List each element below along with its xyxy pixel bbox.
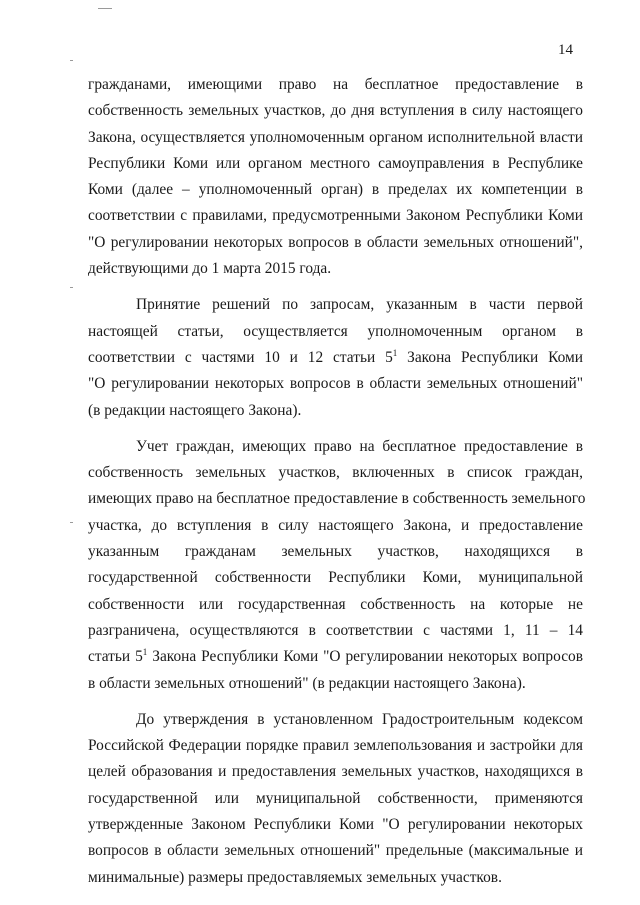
text-line: указанным гражданам земельных участков, находящихся в xyxy=(88,543,583,561)
text-line: собственность земельных участков, включенных в список граждан, xyxy=(88,464,583,482)
page-number: 14 xyxy=(558,42,573,58)
text-line: в области земельных отношений" (в редакции настоящего Закона). xyxy=(88,674,526,692)
text-line: Закона, осуществляется уполномоченным органом исполнительной власти xyxy=(88,128,583,146)
text-line: целей образования и предоставления земельных участков, находящихся в xyxy=(88,763,583,781)
text-line: утвержденные Законом Республики Коми "О регулировании некоторых xyxy=(88,816,583,834)
text-line: "О регулировании некоторых вопросов в области земельных отношений", xyxy=(88,233,583,251)
text-line: Принятие решений по запросам, указанным в части первой xyxy=(136,296,583,314)
text-line: настоящей статьи, осуществляется уполномоченным органом в xyxy=(88,322,583,340)
text-line: Российской Федерации порядке правил землепользования и застройки для xyxy=(88,737,583,755)
line-end: Закона Республики Коми "О регулировании некоторых вопросов xyxy=(147,648,583,666)
text-line-with-superscript xyxy=(88,644,583,670)
document-body xyxy=(88,72,586,891)
scan-mark-left-1 xyxy=(70,60,73,61)
text-line: гражданами, имеющими право на бесплатное предоставление в xyxy=(88,76,583,93)
text-line: Коми (далее – уполномоченный орган) в пределах их компетенции в xyxy=(88,181,583,199)
superscript: 1 xyxy=(392,347,398,358)
superscript: 1 xyxy=(142,647,148,658)
text-line: действующими до 1 марта 2015 года. xyxy=(88,260,332,278)
text-line: вопросов в области земельных отношений" предельные (максимальные и xyxy=(88,842,583,860)
paragraph-4 xyxy=(88,707,583,891)
text-line: собственности или государственная собственность на которые не xyxy=(88,595,583,613)
paragraph-2 xyxy=(88,292,583,423)
text-line: участка, до вступления в силу настоящего Закона, и предоставление xyxy=(88,516,583,534)
text-line: соответствии с правилами, предусмотренными Законом Республики Коми xyxy=(88,207,583,225)
text-line: "О регулировании некоторых вопросов в области земельных отношений" xyxy=(88,375,583,393)
text-line-with-superscript xyxy=(88,345,583,371)
text-line: До утверждения в установленном Градостроительным кодексом xyxy=(136,710,583,728)
text-line: (в редакции настоящего Закона). xyxy=(88,401,302,419)
scan-mark-left-3 xyxy=(70,522,73,523)
scan-mark-left-2 xyxy=(70,287,73,288)
text-line: имеющих право на бесплатное предоставление в собственность земельного xyxy=(88,490,586,508)
text-line: государственной или муниципальной собственности, применяются xyxy=(88,789,583,807)
line-start: статьи 5 xyxy=(88,648,143,666)
line-end: Закона Республики Коми xyxy=(397,348,583,366)
text-line: минимальные) размеры предоставляемых земельных участков. xyxy=(88,868,502,886)
text-line: государственной собственности Республики Коми, муниципальной xyxy=(88,569,583,587)
paragraph-1 xyxy=(88,72,583,282)
text-line: Республики Коми или органом местного самоуправления в Республике xyxy=(88,154,583,172)
paragraph-3 xyxy=(88,434,586,697)
line-start: соответствии с частями 10 и 12 статьи 5 xyxy=(88,348,393,366)
scan-mark-top xyxy=(98,8,112,9)
text-line: Учет граждан, имеющих право на бесплатное предоставление в xyxy=(136,437,583,455)
text-line: разграничена, осуществляются в соответствии с частями 1, 11 – 14 xyxy=(88,621,583,639)
text-line: собственность земельных участков, до дня вступления в силу настоящего xyxy=(88,102,583,120)
